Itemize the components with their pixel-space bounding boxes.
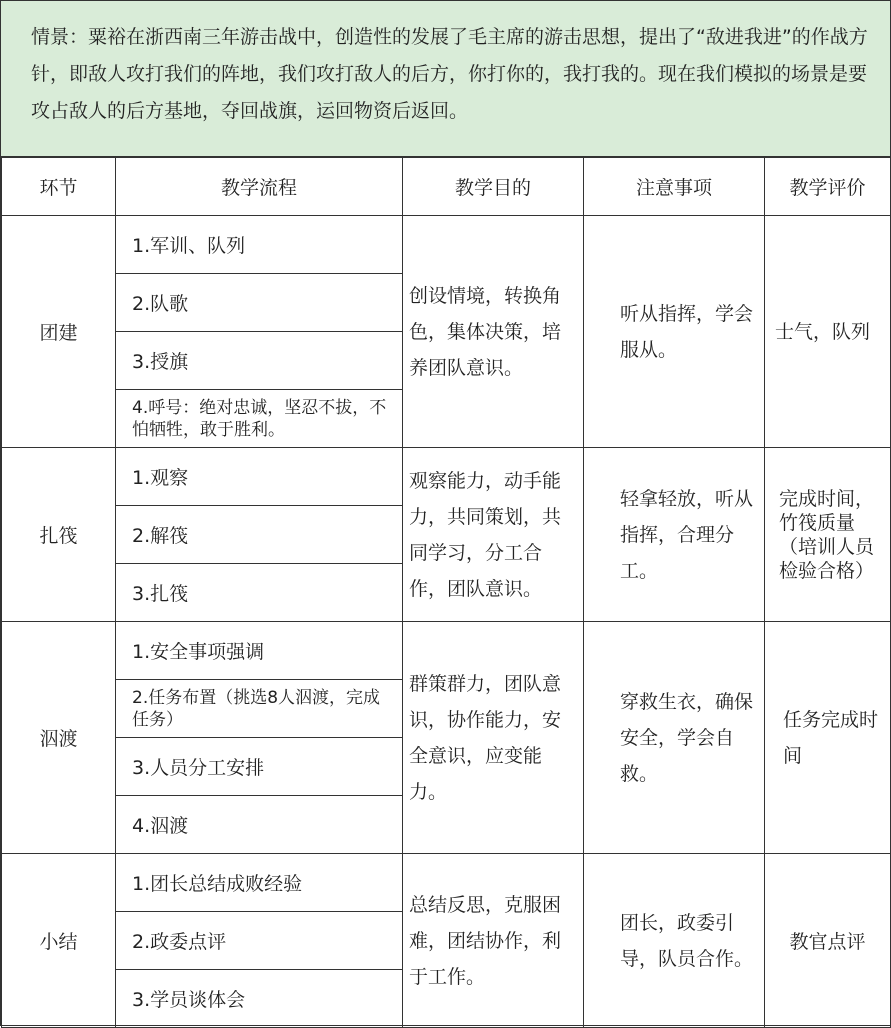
header-section: 环节	[2, 158, 116, 216]
step-cell: 1.安全事项强调	[116, 622, 403, 680]
table-row	[2, 216, 891, 274]
step-cell: 2.解筏	[116, 506, 403, 564]
step-cell: 2.队歌	[116, 274, 403, 332]
evaluation-cell: 任务完成时间	[765, 622, 891, 854]
section-name: 小结	[2, 854, 116, 1028]
step-cell: 4.泅渡	[116, 796, 403, 854]
notes-cell: 团长，政委引导，队员合作。	[584, 854, 765, 1028]
header-row	[2, 158, 891, 216]
scenario-intro: 情景：粟裕在浙西南三年游击战中，创造性的发展了毛主席的游击思想，提出了“敌进我进”的作战方针，即敌人攻打我们的阵地，我们攻打敌人的后方，你打你的，我打我的。现在我们模拟的场景是要攻占敌人的后方基地，夺回战旗，运回物资后返回。	[1, 1, 890, 157]
header-purpose: 教学目的	[403, 158, 584, 216]
step-cell: 1.观察	[116, 448, 403, 506]
header-evaluation: 教学评价	[765, 158, 891, 216]
section-name: 团建	[2, 216, 116, 448]
table-row	[2, 448, 891, 506]
lesson-table	[1, 157, 891, 1028]
purpose-cell: 群策群力，团队意识，协作能力，安全意识，应变能力。	[403, 622, 584, 854]
step-cell: 2.政委点评	[116, 912, 403, 970]
step-cell: 3.学员谈体会	[116, 970, 403, 1028]
notes-cell: 轻拿轻放，听从指挥，合理分工。	[584, 448, 765, 622]
purpose-cell: 总结反思，克服困难，团结协作，利于工作。	[403, 854, 584, 1028]
table-row	[2, 622, 891, 680]
step-cell: 1.团长总结成败经验	[116, 854, 403, 912]
section-name: 泅渡	[2, 622, 116, 854]
purpose-cell: 观察能力，动手能力，共同策划，共同学习，分工合作，团队意识。	[403, 448, 584, 622]
step-cell: 4.呼号：绝对忠诚，坚忍不拔，不怕牺牲，敢于胜利。	[116, 390, 403, 448]
evaluation-cell: 士气，队列	[765, 216, 891, 448]
section-name: 扎筏	[2, 448, 116, 622]
step-cell: 3.授旗	[116, 332, 403, 390]
header-process: 教学流程	[116, 158, 403, 216]
evaluation-cell: 完成时间，竹筏质量（培训人员检验合格）	[765, 448, 891, 622]
step-cell: 3.扎筏	[116, 564, 403, 622]
step-cell: 3.人员分工安排	[116, 738, 403, 796]
evaluation-cell: 教官点评	[765, 854, 891, 1028]
header-notes: 注意事项	[584, 158, 765, 216]
step-cell: 1.军训、队列	[116, 216, 403, 274]
purpose-cell: 创设情境，转换角色，集体决策，培养团队意识。	[403, 216, 584, 448]
step-cell: 2.任务布置（挑选8人泅渡，完成任务）	[116, 680, 403, 738]
notes-cell: 穿救生衣，确保安全，学会自救。	[584, 622, 765, 854]
notes-cell: 听从指挥，学会服从。	[584, 216, 765, 448]
table-row	[2, 854, 891, 912]
